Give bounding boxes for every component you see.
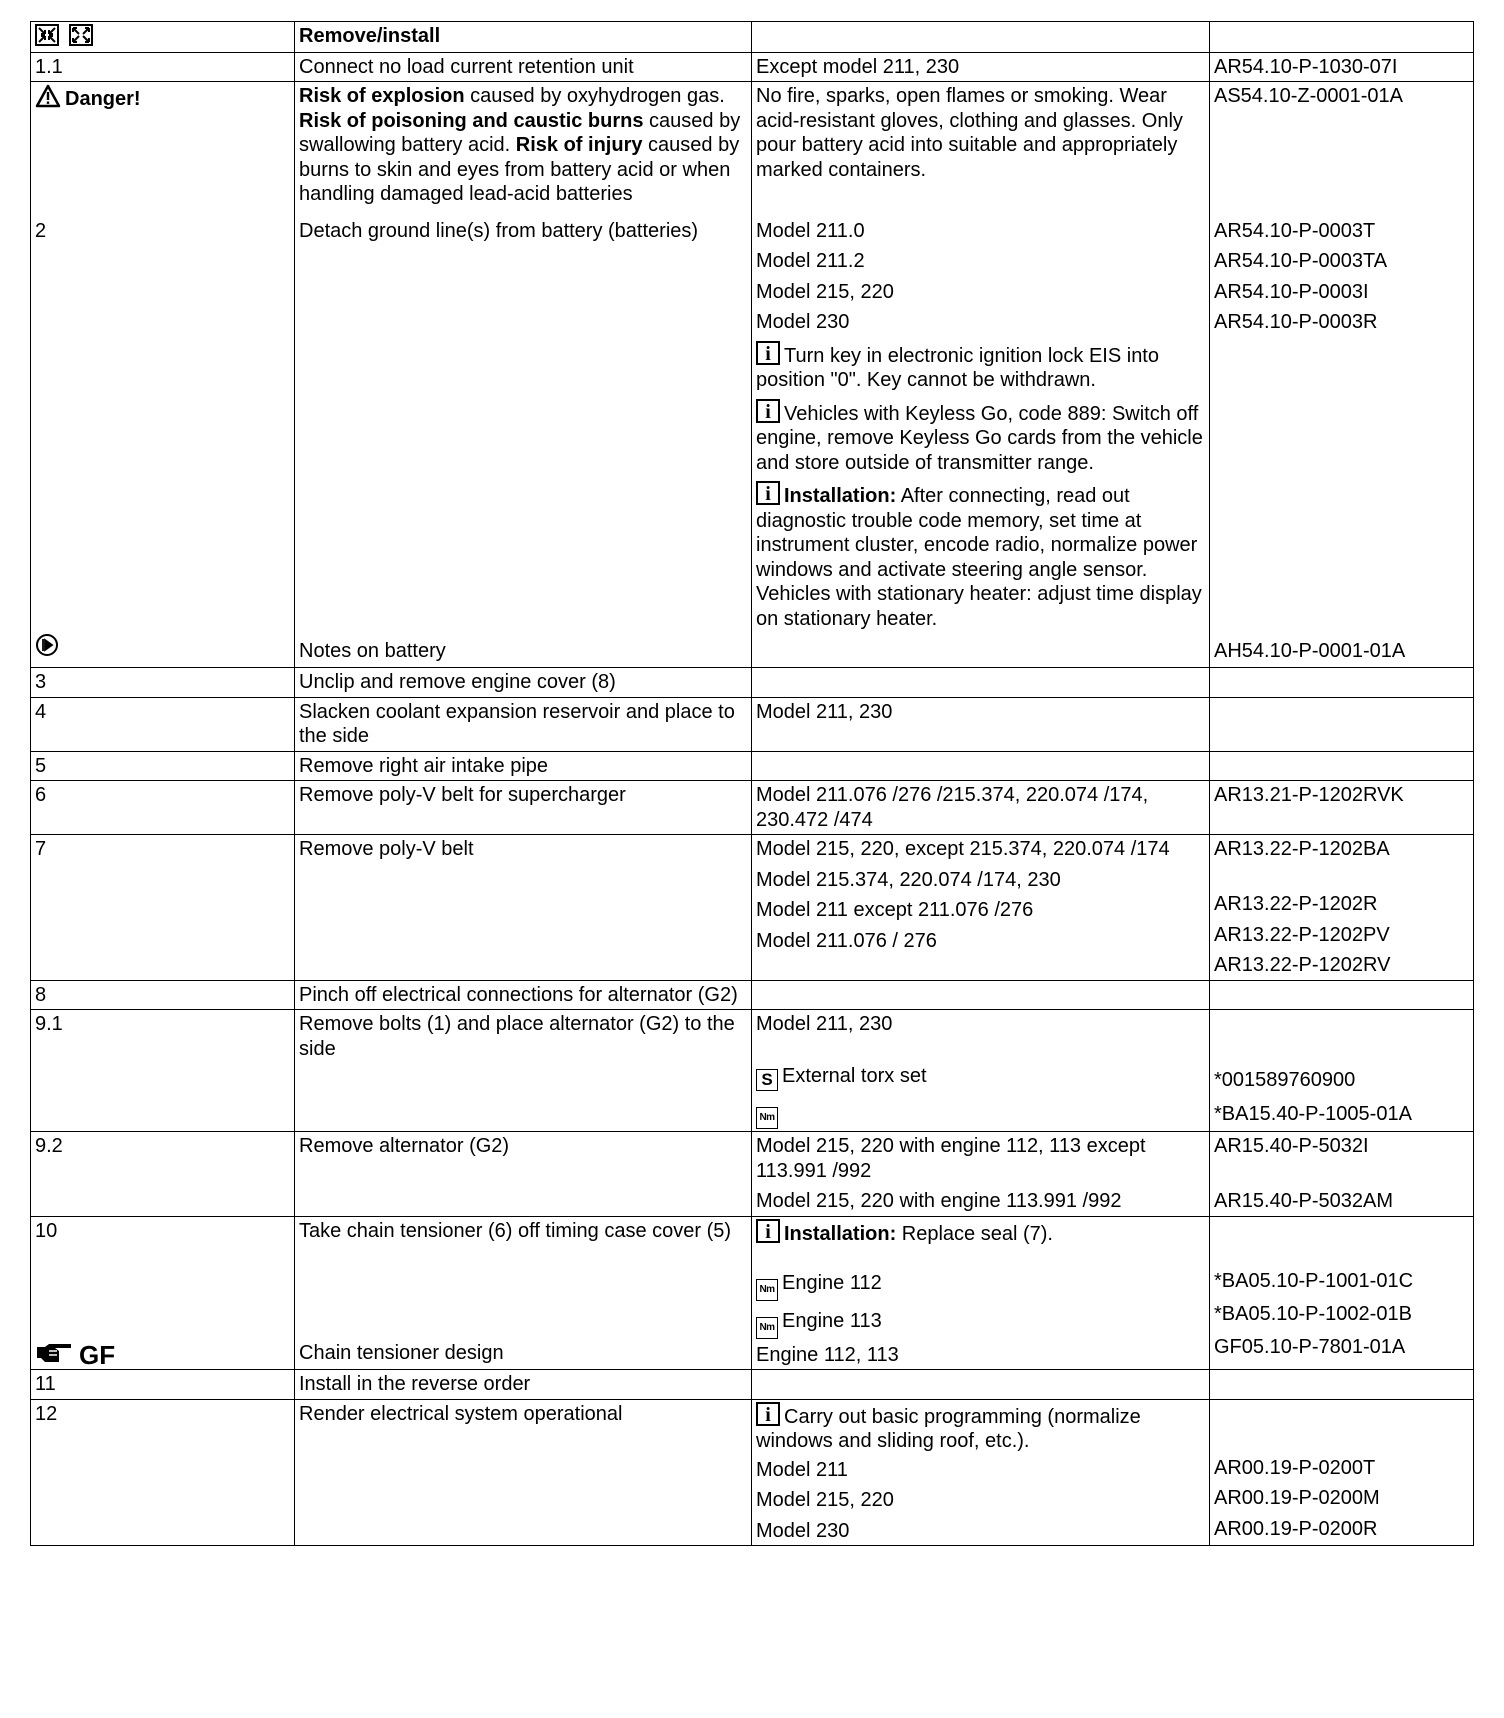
danger-note: No fire, sparks, open flames or smoking. Wear acid-resistant gloves, clothing and glasses. Only pour battery acid into suitable and appropriately marked containers. [752,82,1210,209]
install-icon [69,24,93,46]
note-line: Model 215, 220 [756,1489,894,1511]
step-number: 1.1 [31,52,295,82]
step-number: 7 [31,835,295,981]
design-link[interactable]: Chain tensioner design [299,1341,504,1364]
step-number-cell [31,1216,295,1370]
step-note: Model 211, 230 [752,697,1210,751]
torque-icon: Nm [756,1107,778,1129]
note-line: Model 215, 220, except 215.374, 220.074 /174 [756,838,1170,860]
danger-text: Risk of explosion caused by oxyhydrogen gas. Risk of poisoning and caustic burns caused by swallowing battery acid. Risk of injury caused by burns to skin and eyes from battery acid or when handling damaged lead-acid batteries [295,82,752,209]
note-line: Model 215.374, 220.074 /174, 230 [756,868,1061,891]
procedure-table [30,21,1474,1546]
step-refs-cell [1210,835,1474,981]
step-action: Take chain tensioner (6) off timing case cover (5) [299,1219,732,1242]
reference-link[interactable]: AR54.10-P-0003R [1214,311,1378,333]
info-note: i Vehicles with Keyless Go, code 889: Switch off engine, remove Keyless Go cards from the vehicle and store outside of transmitter range. [756,400,1203,474]
step-notes-cell [752,1010,1210,1132]
remove-icon [35,24,59,46]
svg-text:i: i [765,1403,771,1426]
header-icons-cell [31,22,295,53]
step-row-8 [31,980,1474,1010]
torque-icon: Nm [756,1279,778,1301]
step-notes-cell [752,1216,1210,1370]
special-tool-icon: S [756,1069,778,1091]
step-action: Remove poly-V belt [295,835,752,981]
step-reference[interactable]: AR54.10-P-1030-07I [1210,52,1474,82]
info-icon [756,481,780,505]
step-number-cell [31,209,295,668]
step-action: Unclip and remove engine cover (8) [295,668,752,698]
reference-link[interactable]: AR00.19-P-0200T [1214,1456,1376,1479]
step-action: Slacken coolant expansion reservoir and place to the side [295,697,752,751]
notes-arrow-circle-icon [35,633,59,657]
step-refs-cell [1210,1132,1474,1217]
torque-line: Nm Engine 113 [756,1309,1205,1339]
procedure-document [30,21,1473,1546]
step-action: Connect no load current retention unit [295,52,752,82]
reference-link[interactable]: AR00.19-P-0200R [1214,1517,1378,1540]
reference-link[interactable]: AR13.22-P-1202BA [1214,838,1390,860]
note-line: Model 215, 220 with engine 113.991 /992 [756,1190,1122,1212]
svg-text:i: i [765,483,771,505]
step-note: Except model 211, 230 [752,52,1210,82]
danger-label-cell [31,82,295,209]
step-number: 2 [35,219,47,242]
step-row-3 [31,668,1474,698]
step-action: Install in the reverse order [295,1370,752,1400]
reference-link[interactable]: GF05.10-P-7801-01A [1214,1335,1406,1358]
reference-link[interactable]: AH54.10-P-0001-01A [1214,639,1406,662]
note-line: Engine 112, 113 [756,1343,899,1366]
step-number: 3 [31,668,295,698]
reference-link[interactable]: AR54.10-P-0003I [1214,280,1369,303]
torque-line: Nm Engine 112 [756,1271,1205,1301]
step-row-9-1 [31,1010,1474,1132]
pointing-hand-icon [35,1342,75,1364]
step-row-1-1 [31,52,1474,82]
note-line: Model 211.076 / 276 [756,929,937,952]
reference-link[interactable]: *BA05.10-P-1001-01C [1214,1269,1414,1292]
step-note: Model 211.076 /276 /215.374, 220.074 /174, 230.472 /474 [752,781,1210,835]
step-notes-cell [752,209,1210,668]
note-line: Model 230 [756,311,850,333]
step-row-2 [31,209,1474,668]
reference-link[interactable]: *BA05.10-P-1002-01B [1214,1303,1412,1325]
step-action: Render electrical system operational [295,1399,752,1546]
step-number: 9.2 [31,1132,295,1217]
tool-line: S External torx set [756,1064,1205,1091]
step-refs-cell [1210,1399,1474,1546]
step-action: Remove poly-V belt for supercharger [295,781,752,835]
step-notes-cell [752,1399,1210,1546]
note-line: Model 211.0 [756,219,865,242]
info-icon [756,1402,780,1426]
info-icon [756,399,780,423]
note-line: Model 230 [756,1519,850,1542]
reference-link[interactable]: *001589760900 [1214,1069,1356,1091]
svg-text:i: i [765,1220,771,1243]
reference-link[interactable]: AR15.40-P-5032AM [1214,1190,1393,1212]
note-line: Model 211 except 211.076 /276 [756,899,1034,921]
danger-label: Danger! [65,88,141,110]
step-number: 4 [31,697,295,751]
step-number: 10 [35,1219,58,1242]
step-row-12 [31,1399,1474,1546]
step-action: Pinch off electrical connections for alternator (G2) [295,980,752,1010]
header-title: Remove/install [295,22,752,53]
step-notes-cell [752,1132,1210,1217]
step-number: 5 [31,751,295,781]
step-notes-cell [752,835,1210,981]
note-line: Model 211.2 [756,250,865,272]
note-line: Model 215, 220 with engine 112, 113 except 113.991 /992 [756,1135,1146,1182]
step-number: 6 [31,781,295,835]
reference-link[interactable]: AR54.10-P-0003T [1214,219,1376,242]
step-row-10 [31,1216,1474,1370]
info-icon [756,1219,780,1243]
svg-text:i: i [765,342,771,365]
info-note: i Installation: After connecting, read out diagnostic trouble code memory, set time at instrument cluster, encode radio, normalize power windows and activate steering angle sensor. Vehicles with stationary heater: adjust time display on stationary heater. [756,483,1202,630]
danger-reference[interactable]: AS54.10-Z-0001-01A [1210,82,1474,209]
step-row-4 [31,697,1474,751]
step-row-5 [31,751,1474,781]
step-number: 12 [31,1399,295,1546]
reference-link[interactable]: AR13.22-P-1202RV [1214,954,1391,976]
step-action-cell [295,1216,752,1370]
info-note: i Carry out basic programming (normalize windows and sliding roof, etc.). [756,1403,1141,1452]
note-line: Model 215, 220 [756,280,894,303]
svg-text:i: i [765,400,771,423]
step-action: Remove right air intake pipe [295,751,752,781]
warning-triangle-icon [35,84,61,108]
note-line: Model 211, 230 [756,1013,893,1035]
step-row-7 [31,835,1474,981]
header-row [31,22,1474,53]
step-refs-cell [1210,1216,1474,1370]
step-row-9-2 [31,1132,1474,1217]
step-refs-cell [1210,209,1474,668]
step-number: 11 [31,1370,295,1400]
reference-link[interactable]: AR15.40-P-5032I [1214,1135,1369,1157]
reference-link[interactable]: *BA15.40-P-1005-01A [1214,1102,1412,1125]
reference-link[interactable]: AR13.22-P-1202R [1214,893,1378,915]
info-note: i Turn key in electronic ignition lock EIS into position "0". Key cannot be withdrawn. [756,342,1159,391]
step-row-11 [31,1370,1474,1400]
danger-row [31,82,1474,209]
reference-link[interactable]: AR54.10-P-0003TA [1214,250,1388,272]
info-note: i Installation: Replace seal (7). [756,1219,1205,1269]
note-line: Model 211 [756,1458,848,1481]
reference-link[interactable]: AR00.19-P-0200M [1214,1487,1380,1509]
step-number: 9.1 [31,1010,295,1132]
step-reference[interactable]: AR13.21-P-1202RVK [1210,781,1474,835]
reference-link[interactable]: AR13.22-P-1202PV [1214,923,1390,946]
step-action: Remove alternator (G2) [295,1132,752,1217]
step-refs-cell [1210,1010,1474,1132]
torque-icon: Nm [756,1317,778,1339]
step-action-cell [295,209,752,668]
torque-line [756,1099,1205,1129]
step-action: Detach ground line(s) from battery (batteries) [299,219,699,242]
gf-marker: GF [35,1342,115,1368]
notes-on-battery[interactable]: Notes on battery [299,639,446,662]
step-number: 8 [31,980,295,1010]
step-row-6 [31,781,1474,835]
step-action: Remove bolts (1) and place alternator (G2) to the side [295,1010,752,1132]
info-icon [756,341,780,365]
